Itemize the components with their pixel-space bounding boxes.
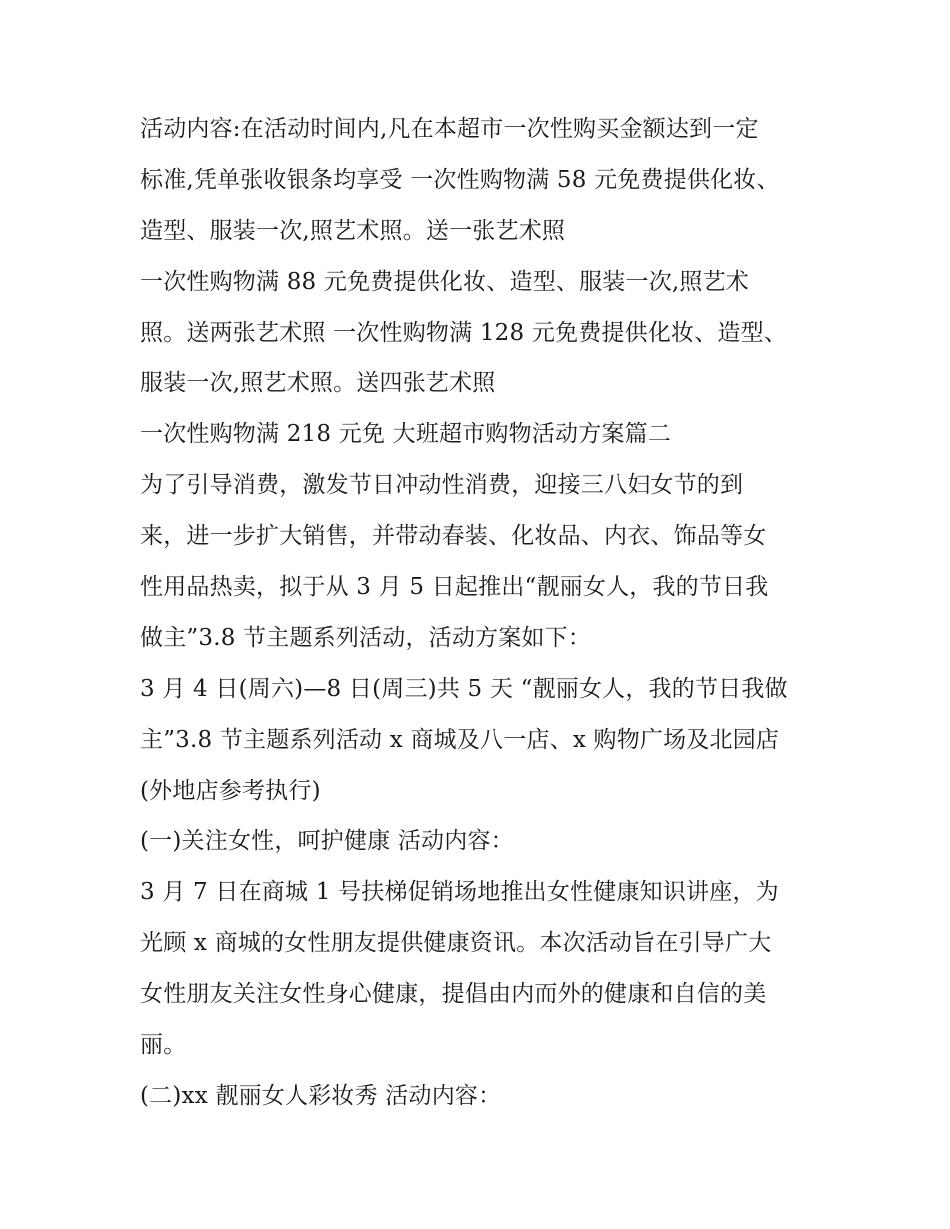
text-line: 活动内容:在活动时间内,凡在本超市一次性购买金额达到一定 bbox=[140, 116, 759, 142]
text-line: 为了引导消费，激发节日冲动性消费，迎接三八妇女节的到 bbox=[140, 472, 744, 499]
text-line: (一)关注女性，呵护健康 活动内容： bbox=[140, 828, 514, 855]
text-line: 做主”3.8 节主题系列活动，活动方案如下： bbox=[140, 624, 592, 651]
text-line: 一次性购物满 88 元免费提供化妆、造型、服装一次,照艺术 bbox=[140, 268, 749, 295]
text-line: 服装一次,照艺术照。送四张艺术照 bbox=[140, 370, 496, 397]
text-line: (二)xx 靓丽女人彩妆秀 活动内容： bbox=[140, 1082, 502, 1109]
document-body bbox=[140, 104, 830, 1122]
text-line: 性用品热卖，拟于从 3 月 5 日起推出“靓丽女人，我的节日我 bbox=[140, 574, 769, 601]
text-line: 光顾 x 商城的女性朋友提供健康资讯。本次活动旨在引导广大 bbox=[140, 930, 772, 957]
text-line: (外地店参考执行) bbox=[140, 777, 321, 804]
text-line: 3 月 4 日(周六)—8 日(周三)共 5 天 “靓丽女人，我的节日我做 bbox=[140, 675, 788, 702]
text-line: 照。送两张艺术照 一次性购物满 128 元免费提供化妆、造型、 bbox=[140, 319, 788, 346]
text-line: 一次性购物满 218 元免 大班超市购物活动方案篇二 bbox=[140, 421, 672, 448]
text-line: 女性朋友关注女性身心健康，提倡由内而外的健康和自信的美 bbox=[140, 981, 767, 1008]
text-line: 丽。 bbox=[140, 1032, 187, 1059]
text-line: 造型、服装一次,照艺术照。送一张艺术照 bbox=[140, 217, 566, 244]
text-line: 标准,凭单张收银条均享受 一次性购物满 58 元免费提供化妆、 bbox=[140, 166, 780, 193]
text-line: 主”3.8 节主题系列活动 x 商城及八一店、x 购物广场及北园店 bbox=[140, 726, 780, 753]
text-line: 3 月 7 日在商城 1 号扶梯促销场地推出女性健康知识讲座，为 bbox=[140, 879, 779, 906]
text-line: 来，进一步扩大销售，并带动春装、化妆品、内衣、饰品等女 bbox=[140, 523, 767, 550]
